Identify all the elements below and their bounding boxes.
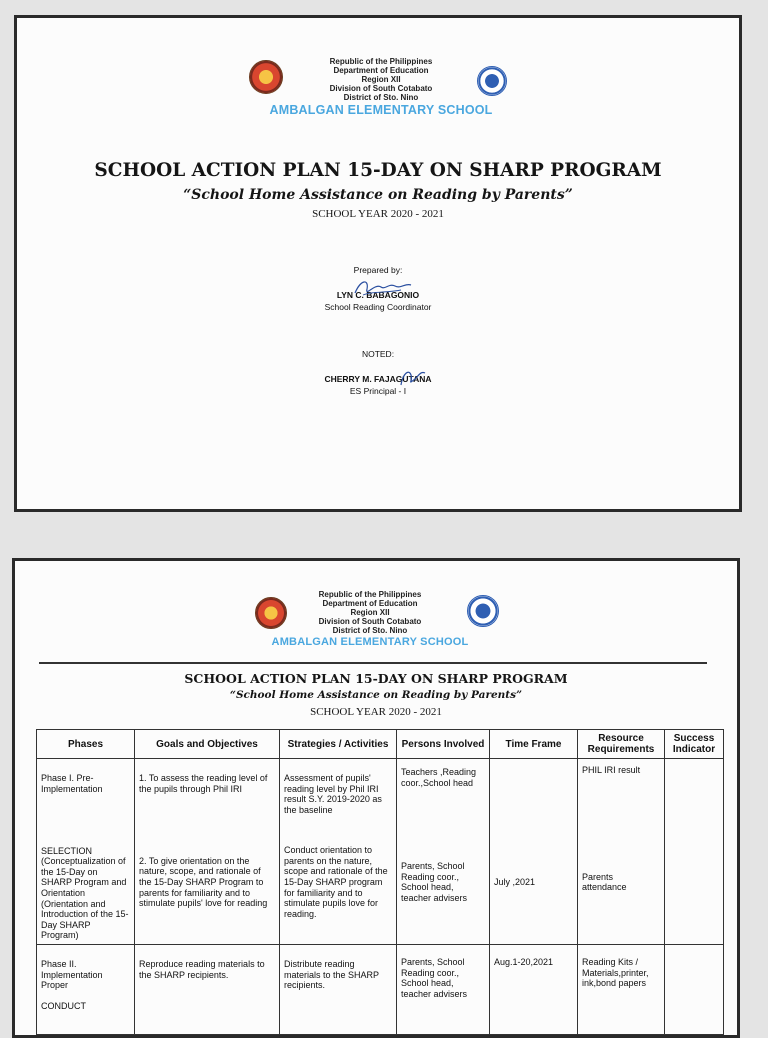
cell-resource: PHIL IRI result xyxy=(578,759,665,821)
cell-success xyxy=(665,759,724,821)
cell-goal: Reproduce reading materials to the SHARP recipients. xyxy=(135,945,280,1035)
cell-strategy: Distribute reading materials to the SHARP recipients. xyxy=(280,945,397,1035)
cell-phase: Phase I. Pre- Implementation xyxy=(37,759,135,821)
cell-resource: Reading Kits / Materials,printer, ink,bond papers xyxy=(578,945,665,1035)
plan-title: SCHOOL ACTION PLAN 15-DAY ON SHARP PROGRAM xyxy=(184,671,568,686)
region-line: Region XII xyxy=(350,607,390,617)
header-persons: Persons Involved xyxy=(397,730,490,759)
header-strategies: Strategies / Activities xyxy=(280,730,397,759)
cell-success xyxy=(665,821,724,945)
plan-subtitle: “School Home Assistance on Reading by Parents” xyxy=(229,689,523,701)
cell-strategy: Assessment of pupils' reading level by Phil IRI result S.Y. 2019-2020 as the baseline xyxy=(280,759,397,821)
district-line: District of Sto. Nino xyxy=(343,92,419,102)
table-row xyxy=(37,945,724,1035)
table-row xyxy=(37,759,724,821)
noted-block xyxy=(17,349,739,397)
header-rule xyxy=(39,662,707,664)
division-line: Division of South Cotabato xyxy=(318,616,422,626)
cell-persons: Parents, School Reading coor., School head, teacher advisers xyxy=(397,945,490,1035)
department-line: Department of Education xyxy=(333,65,429,75)
district-line: District of Sto. Nino xyxy=(332,625,408,635)
department-line: Department of Education xyxy=(322,598,418,608)
republic-line: Republic of the Philippines xyxy=(318,590,422,599)
prepared-role: School Reading Coordinator xyxy=(324,301,432,312)
letterhead xyxy=(237,58,525,117)
cell-success xyxy=(665,945,724,1035)
table-row xyxy=(37,821,724,945)
noted-label: NOTED: xyxy=(361,349,395,359)
header-success: Success Indicator xyxy=(665,730,724,759)
cell-persons: Parents, School Reading coor., School head, teacher advisers xyxy=(397,821,490,945)
cell-persons: Teachers ,Reading coor.,School head xyxy=(397,759,490,821)
noted-signature-icon xyxy=(395,367,429,389)
header-phases: Phases xyxy=(37,730,135,759)
prepared-name: LYN C. BABAGONIO xyxy=(336,290,420,301)
cell-goal: 1. To assess the reading level of the pupils through Phil IRI xyxy=(135,759,280,821)
school-name: AMBALGAN ELEMENTARY SCHOOL xyxy=(269,102,493,117)
prepared-signature-icon xyxy=(351,277,415,299)
division-line: Division of South Cotabato xyxy=(329,83,433,93)
header-resources: Resource Requirements xyxy=(578,730,665,759)
prepared-label: Prepared by: xyxy=(353,265,403,275)
school-name: AMBALGAN ELEMENTARY SCHOOL xyxy=(271,635,469,648)
cell-time: July ,2021 xyxy=(490,821,578,945)
header-time-frame: Time Frame xyxy=(490,730,578,759)
cell-goal: 2. To give orientation on the nature, scope, and rationale of the 15-Day SHARP Program to parents for familiarity and to stimulate pupils' love for reading xyxy=(135,821,280,945)
cell-resource: Parents attendance xyxy=(578,821,665,945)
cover-title: SCHOOL ACTION PLAN 15-DAY ON SHARP PROGRAM xyxy=(94,160,662,181)
noted-name: CHERRY M. FAJAGUTANA xyxy=(324,374,432,385)
cell-time: Aug.1-20,2021 xyxy=(490,945,578,1035)
cover-subtitle: “School Home Assistance on Reading by Parents” xyxy=(183,187,573,203)
cell-phase: Phase II. Implementation Proper CONDUCT xyxy=(37,945,135,1035)
header-goals: Goals and Objectives xyxy=(135,730,280,759)
cell-time xyxy=(490,759,578,821)
letterhead xyxy=(235,591,505,648)
plan-school-year: SCHOOL YEAR 2020 - 2021 xyxy=(310,706,442,718)
cover-page xyxy=(14,15,742,512)
republic-line: Republic of the Philippines xyxy=(329,57,433,66)
action-plan-page xyxy=(12,558,740,1038)
cover-school-year: SCHOOL YEAR 2020 - 2021 xyxy=(312,208,444,220)
noted-role: ES Principal - I xyxy=(349,385,407,396)
region-line: Region XII xyxy=(361,74,401,84)
table-header-row xyxy=(37,730,724,759)
cell-strategy: Conduct orientation to parents on the nature, scope and rationale of the 15-Day SHARP program for familiarity and to stimulate pupils love for reading. xyxy=(280,821,397,945)
cell-phase: SELECTION (Conceptualization of the 15-Day on SHARP Program and Orientation (Orientation and Introduction of the 15-Day SHARP Program) xyxy=(37,821,135,945)
action-plan-table xyxy=(36,729,724,1035)
